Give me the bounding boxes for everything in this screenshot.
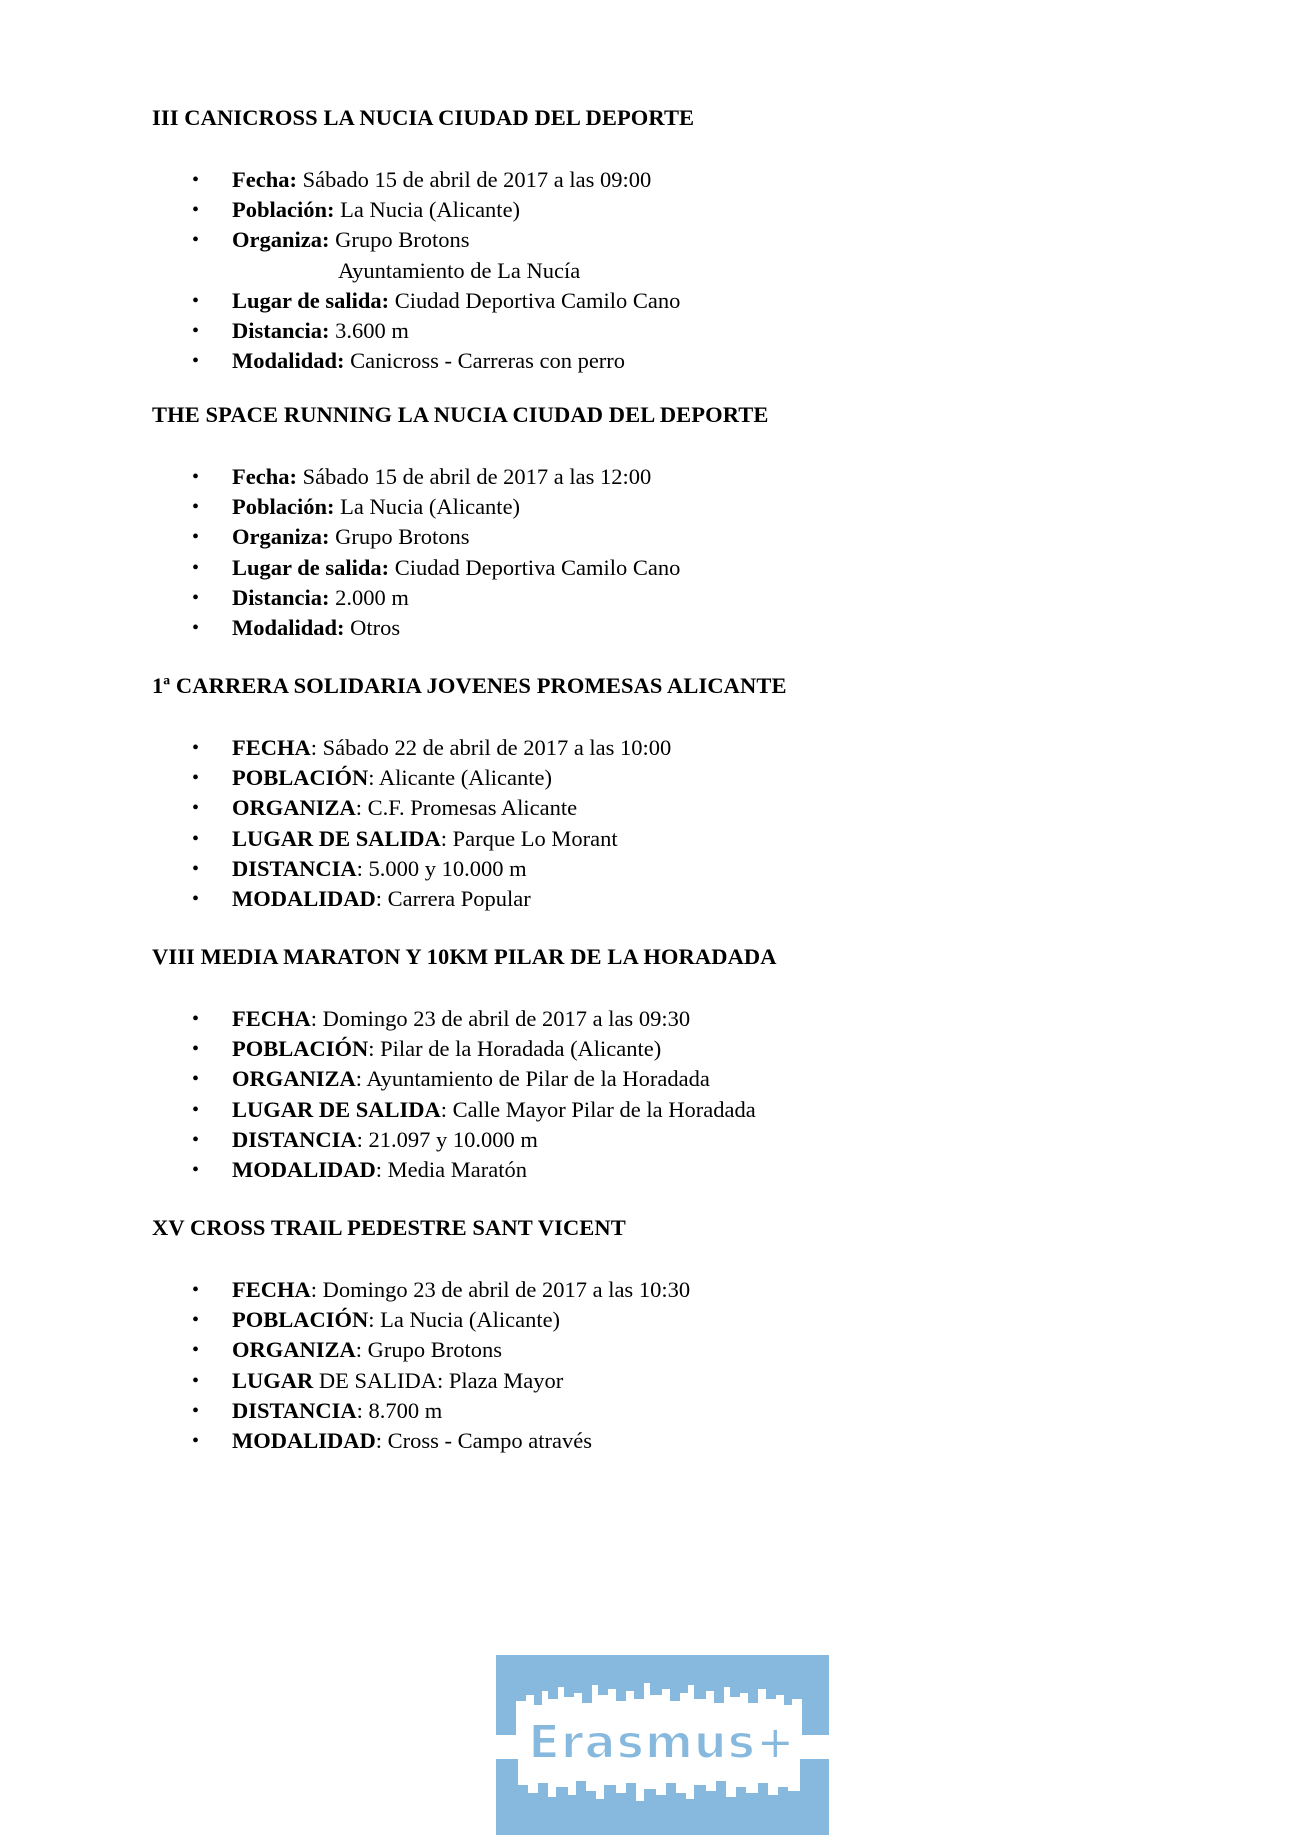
field-label: POBLACIÓN [232, 1307, 369, 1333]
event-detail-item [152, 195, 1152, 225]
field-label: ORGANIZA [232, 1066, 356, 1092]
bullet-icon: • [192, 586, 200, 609]
event-section [152, 1214, 1152, 1456]
bullet-icon: • [192, 1339, 200, 1362]
bullet-icon: • [192, 1279, 200, 1301]
field-label: POBLACIÓN [232, 1036, 369, 1062]
bullet-icon: • [192, 857, 200, 880]
field-value: : Pilar de la Horadada (Alicante) [368, 1036, 662, 1062]
bullet-icon: • [192, 289, 200, 312]
event-detail-item [152, 1366, 1152, 1396]
field-value: : Domingo 23 de abril de 2017 a las 10:30 [310, 1277, 691, 1302]
event-detail-item [152, 613, 1152, 643]
field-value: : Ayuntamiento de Pilar de la Horadada [355, 1066, 710, 1092]
bullet-icon: • [192, 496, 200, 519]
field-value: DE SALIDA: Plaza Mayor [313, 1367, 564, 1393]
field-label: ORGANIZA [232, 795, 356, 821]
field-value: : Media Maratón [375, 1157, 527, 1183]
event-detail-item [152, 1426, 1152, 1456]
field-label: Lugar de salida: [232, 554, 390, 580]
field-label: POBLACIÓN [232, 765, 369, 791]
field-value: : Grupo Brotons [355, 1337, 503, 1363]
field-value: 2.000 m [329, 584, 409, 610]
field-value: La Nucia (Alicante) [334, 197, 521, 223]
field-value: : Sábado 22 de abril de 2017 a las 10:00 [310, 735, 672, 760]
event-section [152, 104, 1152, 376]
field-label: Organiza: [232, 524, 330, 550]
event-detail-item [152, 763, 1152, 793]
bullet-icon: • [192, 767, 200, 790]
field-label: FECHA [232, 1006, 311, 1031]
event-detail-item [152, 462, 1152, 492]
field-value: : Domingo 23 de abril de 2017 a las 09:30 [310, 1006, 691, 1031]
bullet-icon: • [192, 1008, 200, 1030]
event-detail-item [152, 492, 1152, 522]
field-label: LUGAR [232, 1367, 314, 1393]
field-label: LUGAR DE SALIDA [232, 1096, 441, 1122]
event-detail-item [152, 884, 1152, 914]
field-label: Fecha: [232, 464, 297, 489]
field-value: : 5.000 y 10.000 m [356, 855, 527, 881]
field-value: : Alicante (Alicante) [368, 765, 552, 791]
event-detail-item [152, 793, 1152, 823]
event-detail-item [152, 854, 1152, 884]
field-value: : C.F. Promesas Alicante [355, 795, 578, 821]
event-detail-item [152, 733, 1152, 763]
bullet-icon: • [192, 1128, 200, 1151]
event-detail-item [152, 316, 1152, 346]
field-value: Sábado 15 de abril de 2017 a las 09:00 [296, 167, 652, 192]
field-label: Fecha: [232, 167, 297, 192]
event-detail-item [152, 165, 1152, 195]
bullet-icon: • [192, 466, 200, 488]
event-detail-item [152, 1034, 1152, 1064]
bullet-icon: • [192, 556, 200, 579]
field-label: FECHA [232, 735, 311, 760]
bullet-icon: • [192, 169, 200, 191]
event-detail-item [152, 1095, 1152, 1125]
field-label: ORGANIZA [232, 1337, 356, 1363]
bullet-icon: • [192, 1369, 200, 1392]
bullet-icon: • [192, 199, 200, 222]
field-value: La Nucia (Alicante) [334, 494, 521, 520]
field-label: Población: [232, 197, 335, 223]
field-label: MODALIDAD [232, 886, 376, 912]
field-value: : Cross - Campo através [375, 1428, 592, 1454]
event-title: 1ª CARRERA SOLIDARIA JOVENES PROMESAS ALICANTE [152, 673, 787, 698]
bullet-icon: • [192, 320, 200, 343]
event-section [152, 943, 1152, 1185]
bullet-icon: • [192, 1309, 200, 1332]
bullet-icon: • [192, 888, 200, 911]
field-label: Distancia: [232, 584, 330, 610]
event-detail-item [152, 583, 1152, 613]
field-value: : Carrera Popular [375, 886, 531, 912]
bullet-icon: • [192, 229, 200, 252]
event-details-list [152, 165, 1152, 376]
bullet-icon: • [192, 1068, 200, 1091]
event-title: VIII MEDIA MARATON Y 10KM PILAR DE LA HORADADA [152, 944, 777, 969]
event-detail-item [152, 346, 1152, 376]
bullet-icon: • [192, 1038, 200, 1061]
bullet-icon: • [192, 617, 200, 640]
field-value: Grupo Brotons [329, 227, 470, 253]
event-title: III CANICROSS LA NUCIA CIUDAD DEL DEPORTE [152, 105, 695, 130]
event-details-list [152, 462, 1152, 643]
event-detail-item [152, 553, 1152, 583]
field-value: Ciudad Deportiva Camilo Cano [389, 287, 681, 313]
event-detail-item [152, 1305, 1152, 1335]
bullet-icon: • [192, 350, 200, 373]
field-label: MODALIDAD [232, 1157, 376, 1183]
field-label: DISTANCIA [232, 1126, 357, 1152]
field-value: : 8.700 m [356, 1397, 443, 1423]
event-section [152, 401, 1152, 643]
event-detail-item [152, 1125, 1152, 1155]
bullet-icon: • [192, 737, 200, 759]
event-details-list [152, 733, 1152, 914]
field-label: Lugar de salida: [232, 287, 390, 313]
event-details-list [152, 1275, 1152, 1456]
event-details-list [152, 1004, 1152, 1185]
field-label: Modalidad: [232, 615, 345, 641]
event-section [152, 672, 1152, 914]
field-label: Organiza: [232, 227, 330, 253]
field-label: Distancia: [232, 318, 330, 344]
event-detail-item [152, 1335, 1152, 1365]
field-value: Ciudad Deportiva Camilo Cano [389, 554, 681, 580]
bullet-icon: • [192, 1159, 200, 1182]
field-label: FECHA [232, 1277, 311, 1302]
field-label: MODALIDAD [232, 1428, 376, 1454]
field-label: Población: [232, 494, 335, 520]
field-value: Otros [344, 615, 401, 641]
bullet-icon: • [192, 827, 200, 850]
field-label: DISTANCIA [232, 1397, 357, 1423]
bullet-icon: • [192, 1430, 200, 1453]
event-detail-item [152, 1004, 1152, 1034]
field-label: Modalidad: [232, 348, 345, 374]
field-value: : Parque Lo Morant [440, 825, 618, 851]
event-detail-item [152, 1396, 1152, 1426]
bullet-icon: • [192, 1399, 200, 1422]
erasmus-plus-logo [496, 1655, 829, 1835]
field-value: 3.600 m [329, 318, 409, 344]
bullet-icon: • [192, 526, 200, 549]
bullet-icon: • [192, 1098, 200, 1121]
event-title: THE SPACE RUNNING LA NUCIA CIUDAD DEL DEPORTE [152, 402, 769, 427]
event-detail-item [152, 286, 1152, 316]
event-title: XV CROSS TRAIL PEDESTRE SANT VICENT [152, 1215, 626, 1240]
bullet-icon: • [192, 797, 200, 820]
field-value-continuation: Ayuntamiento de La Nucía [338, 257, 581, 283]
event-detail-item [152, 225, 1152, 285]
event-detail-item [152, 824, 1152, 854]
field-value: Canicross - Carreras con perro [344, 348, 626, 374]
event-detail-item [152, 1275, 1152, 1305]
field-value: : La Nucia (Alicante) [368, 1307, 561, 1333]
logo-text: Erasmus+ [528, 1715, 796, 1769]
field-label: DISTANCIA [232, 855, 357, 881]
field-value: : Calle Mayor Pilar de la Horadada [440, 1096, 756, 1122]
field-value: : 21.097 y 10.000 m [356, 1126, 538, 1152]
event-detail-item [152, 522, 1152, 552]
field-label: LUGAR DE SALIDA [232, 825, 441, 851]
event-detail-item [152, 1064, 1152, 1094]
field-value: Sábado 15 de abril de 2017 a las 12:00 [296, 464, 652, 489]
field-value: Grupo Brotons [329, 524, 470, 550]
event-detail-item [152, 1155, 1152, 1185]
